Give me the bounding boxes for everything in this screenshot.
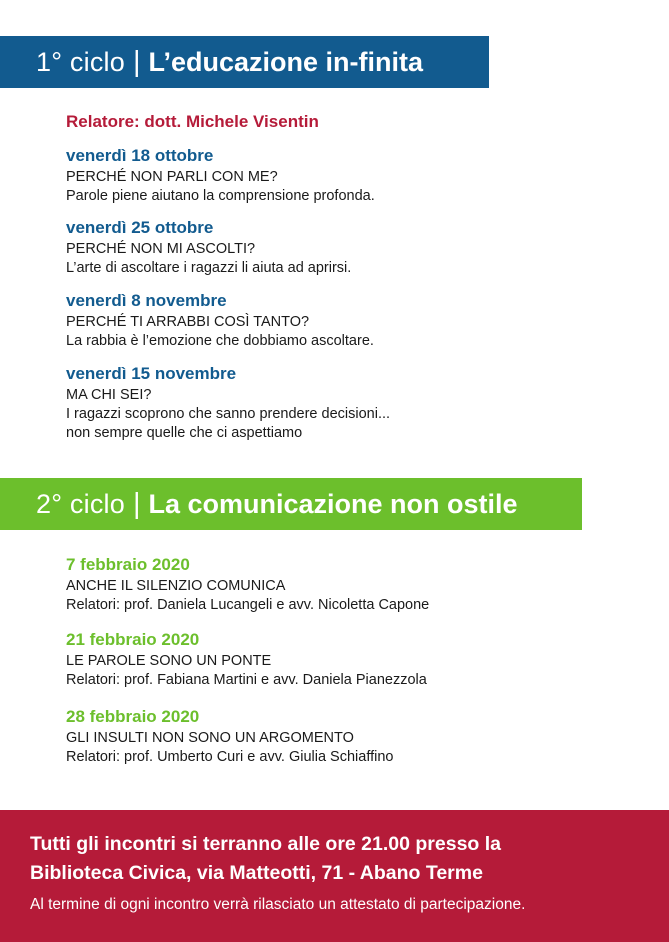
cycle-2-title: La comunicazione non ostile bbox=[148, 488, 518, 519]
event-title: LE PAROLE SONO UN PONTE bbox=[66, 653, 272, 669]
cycle-1-title: L’educazione in-finita bbox=[148, 46, 424, 77]
event-description: La rabbia è l’emozione che dobbiamo ascoltare. bbox=[66, 333, 374, 349]
event-description: I ragazzi scoprono che sanno prendere decisioni... bbox=[66, 406, 391, 422]
cycle-1-event bbox=[66, 217, 351, 278]
cycle-1-event bbox=[66, 290, 374, 351]
event-description: L’arte di ascoltare i ragazzi li aiuta ad aprirsi. bbox=[66, 260, 352, 276]
cycle-1-separator: | bbox=[132, 45, 141, 78]
footer-venue-line-2: Biblioteca Civica, via Matteotti, 71 - Abano Terme bbox=[30, 862, 483, 884]
event-speakers: Relatori: prof. Daniela Lucangeli e avv. Nicoletta Capone bbox=[66, 597, 430, 613]
cycle-2-event bbox=[66, 554, 429, 615]
event-date: venerdì 25 ottobre bbox=[66, 218, 214, 237]
cycle-1-event bbox=[66, 363, 390, 443]
event-title: MA CHI SEI? bbox=[66, 387, 152, 403]
cycle-1-number: 1° ciclo bbox=[36, 46, 125, 77]
event-date: 7 febbraio 2020 bbox=[66, 555, 190, 574]
event-speakers: Relatori: prof. Umberto Curi e avv. Giulia Schiaffino bbox=[66, 749, 394, 765]
event-date: venerdì 15 novembre bbox=[66, 364, 237, 383]
event-date: venerdì 8 novembre bbox=[66, 291, 227, 310]
cycle-1-event bbox=[66, 145, 375, 206]
info-footer bbox=[0, 810, 669, 942]
event-description: Parole piene aiutano la comprensione profonda. bbox=[66, 188, 375, 204]
cycle-2-separator: | bbox=[132, 487, 141, 520]
footer-venue-line-1: Tutti gli incontri si terranno alle ore 21.00 presso la bbox=[30, 833, 502, 855]
event-date: 21 febbraio 2020 bbox=[66, 630, 200, 649]
cycle-2-banner bbox=[0, 478, 582, 530]
event-title: ANCHE IL SILENZIO COMUNICA bbox=[66, 578, 286, 594]
footer-certificate-note: Al termine di ogni incontro verrà rilasciato un attestato di partecipazione. bbox=[30, 896, 526, 913]
event-title: GLI INSULTI NON SONO UN ARGOMENTO bbox=[66, 730, 354, 746]
cycle-1-speaker: Relatore: dott. Michele Visentin bbox=[66, 112, 319, 131]
event-description: non sempre quelle che ci aspettiamo bbox=[66, 425, 303, 441]
event-title: PERCHÉ NON PARLI CON ME? bbox=[66, 169, 278, 185]
cycle-2-event bbox=[66, 706, 393, 767]
event-speakers: Relatori: prof. Fabiana Martini e avv. Daniela Pianezzola bbox=[66, 672, 427, 688]
event-title: PERCHÉ NON MI ASCOLTI? bbox=[66, 241, 256, 257]
cycle-2-event bbox=[66, 629, 427, 690]
event-date: 28 febbraio 2020 bbox=[66, 707, 200, 726]
event-title: PERCHÉ TI ARRABBI COSÌ TANTO? bbox=[66, 314, 310, 330]
event-date: venerdì 18 ottobre bbox=[66, 146, 214, 165]
cycle-1-banner bbox=[0, 36, 489, 88]
cycle-2-number: 2° ciclo bbox=[36, 488, 125, 519]
